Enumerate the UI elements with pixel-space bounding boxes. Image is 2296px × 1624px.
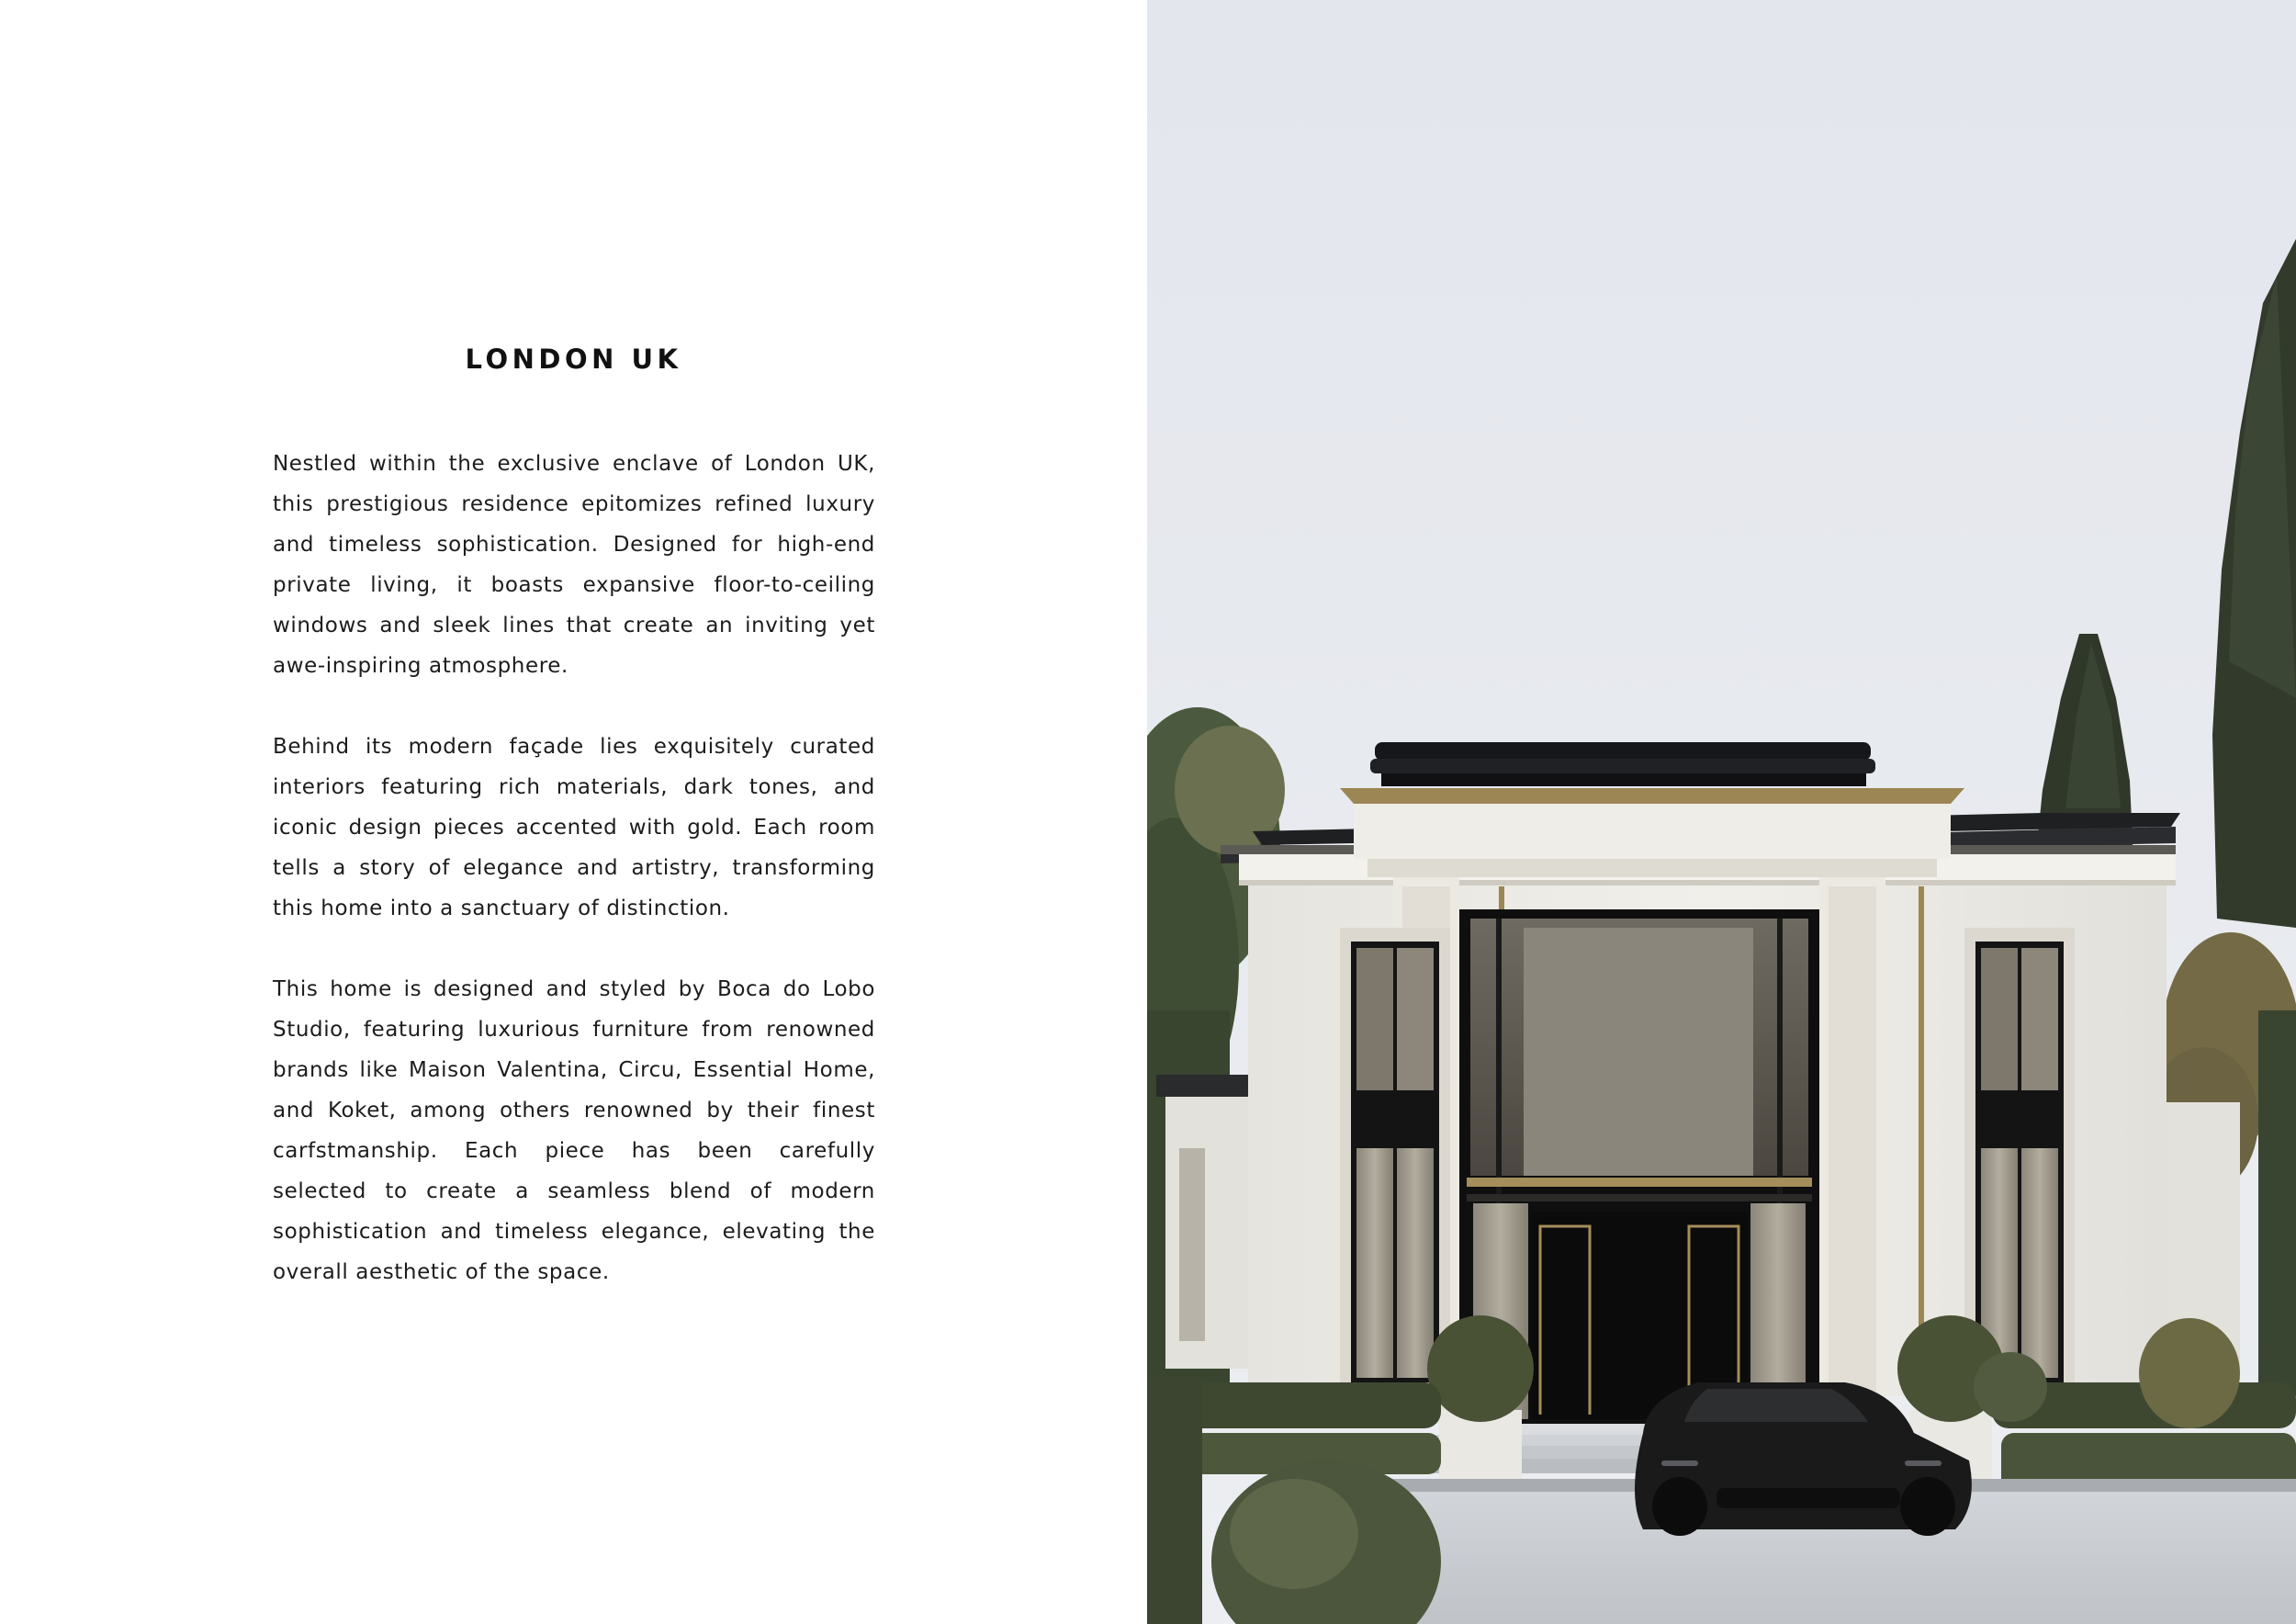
page-title: LONDON UK: [465, 344, 682, 375]
window-right: [1964, 928, 2075, 1387]
gold-trim-right: [1919, 886, 1924, 1327]
house-illustration: [1147, 0, 2296, 1624]
text-page: [0, 0, 1147, 1624]
window-left: [1340, 928, 1450, 1387]
shrub-left: [1427, 1315, 1534, 1422]
paragraph-interiors: Behind its modern façade lies exquisitely curated interiors featuring rich materials, dark tones, and iconic design pieces accented with gold. Each room tells a story of elegance and artistry, transforming this home into a sanctuary of distinction.: [273, 735, 875, 920]
paragraph-intro: Nestled within the exclusive enclave of London UK, this prestigious residence epitomizes refined luxury and timeless sophistication. Designed for high-end private living, it boasts expansive floor-to-ceiling windows and sleek lines that create an inviting yet awe-inspiring atmosphere.: [273, 452, 875, 678]
paragraph-design: This home is designed and styled by Boca do Lobo Studio, featuring luxurious furniture from renowned brands like Maison Valentina, Circu, Essential Home, and Koket, among others renowned by their finest carfstmanship. Each piece has been carefully selected to create a seamless blend of modern sophistication and timeless elegance, elevating the overall aesthetic of the space.: [273, 977, 875, 1284]
house-photo: [1147, 0, 2296, 1624]
body-text: [273, 444, 875, 1333]
